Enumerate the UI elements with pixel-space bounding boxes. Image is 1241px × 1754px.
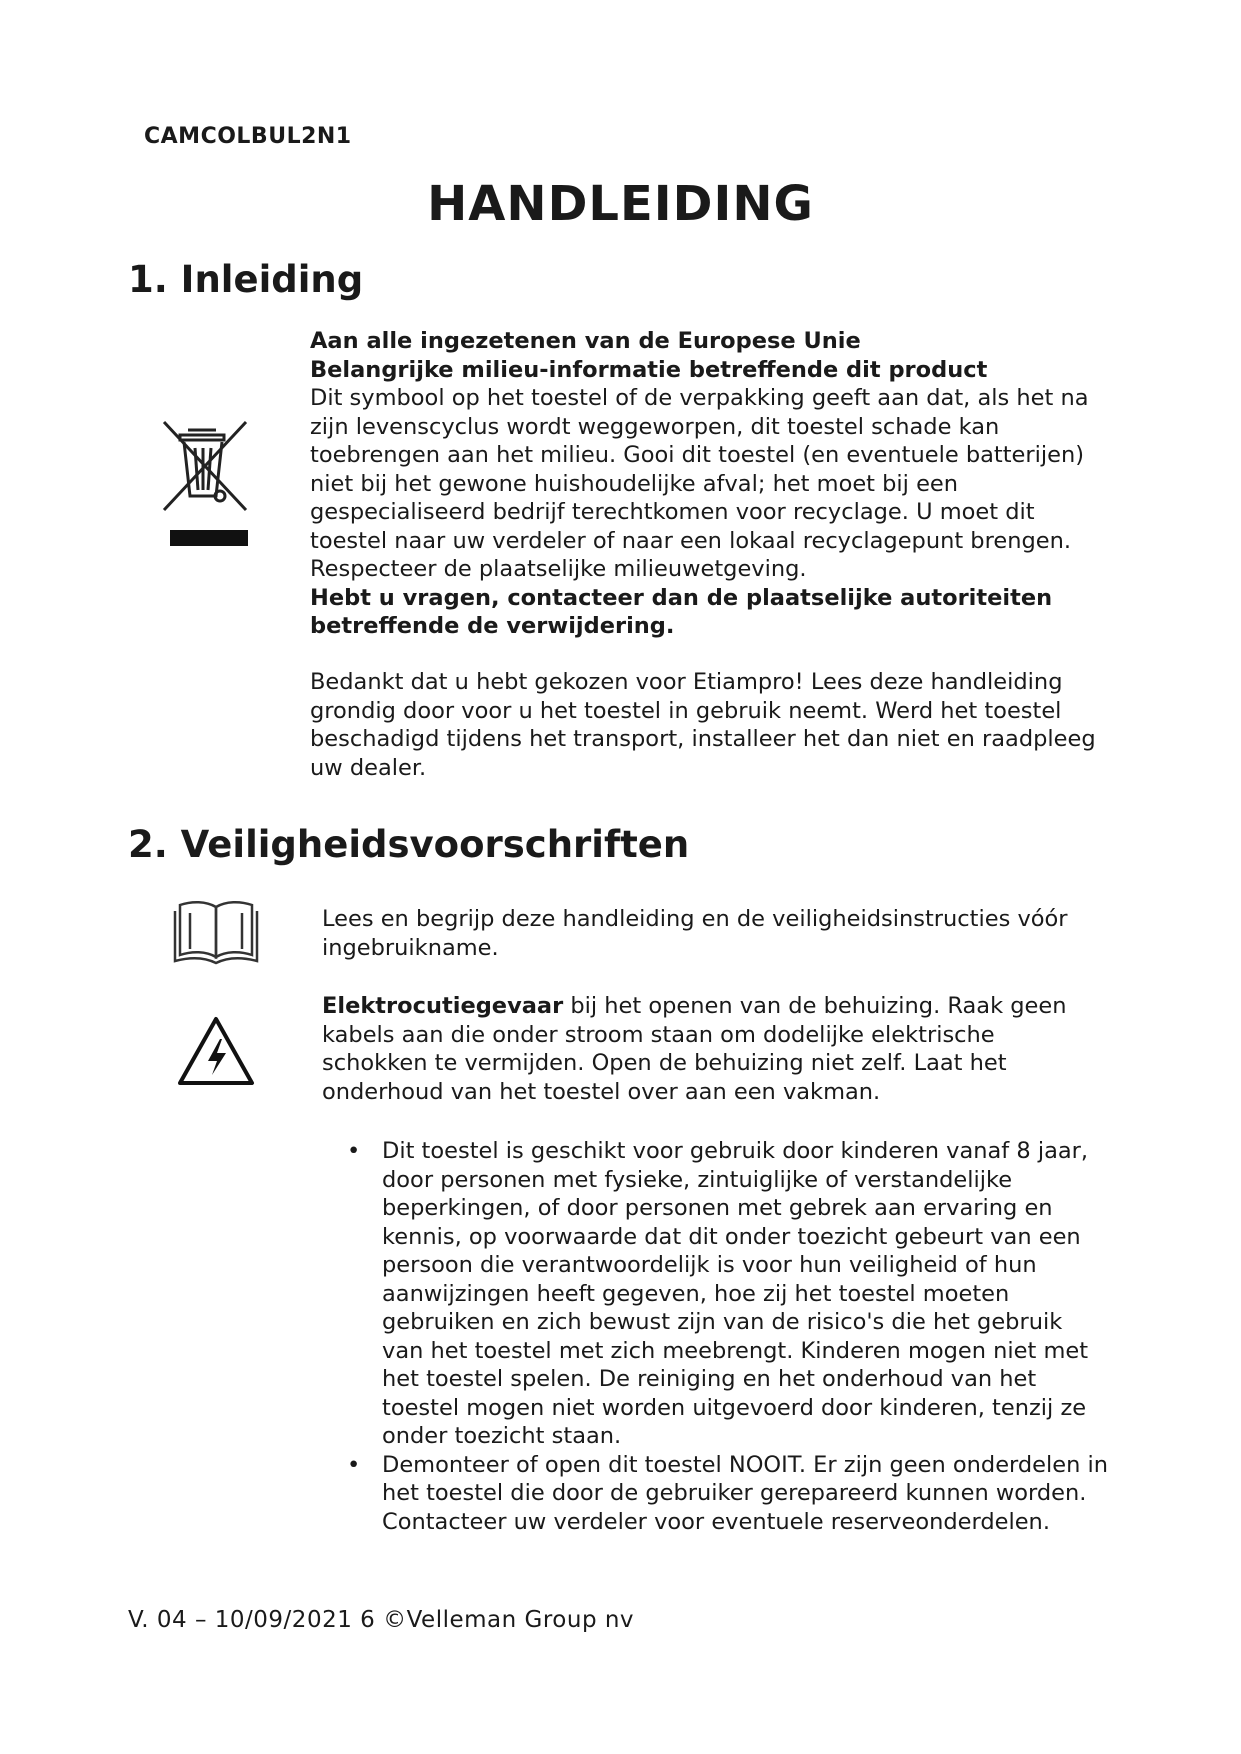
manual-instruction [322, 905, 1102, 962]
weee-crossed-bin-icon [158, 418, 258, 548]
thanks-text: Bedankt dat u hebt gekozen voor Etiampro! Lees deze handleiding grondig door voor u het toestel in gebruik neemt. Werd het toestel beschadigd tijdens het transport, installeer het dan niet en raadpleeg uw dealer. [310, 669, 1096, 781]
notice-title-1: Aan alle ingezetenen van de Europese Unie [310, 328, 861, 354]
notice-bold-contact: Hebt u vragen, contacteer dan de plaatselijke autoriteiten betreffende de verwijdering. [310, 584, 1053, 639]
manual-text: Lees en begrijp deze handleiding en de veiligheidsinstructies vóór ingebruikname. [322, 906, 1068, 961]
shock-warning [322, 992, 1102, 1106]
document-title: HANDLEIDING [427, 176, 814, 232]
list-item: • Demonteer of open dit toestel NOOIT. Er zijn geen onderdelen in het toestel die door de gebruiker gerepareerd kunnen worden. Contacteer uw verdeler voor eventuele reserveonderdelen. [347, 1451, 1109, 1535]
electric-shock-warning-icon [176, 1015, 256, 1087]
shock-warning-text: bij het openen van de behuizing. Raak geen kabels aan die onder stroom staan om dodelijke elektrische schokken te vermijden. Open de behuizing niet zelf. Laat het onderhoud van het toestel over aan een vakman. [322, 993, 1067, 1105]
list-item: • Dit toestel is geschikt voor gebruik door kinderen vanaf 8 jaar, door personen met fysieke, zintuiglijke of verstandelijke beperkingen, of door personen met gebrek aan ervaring en kennis, op voorwaarde dat dit onder toezicht gebeurt van een persoon die verantwoordelijk is voor hun veiligheid of hun aanwijzingen heeft gegeven, hoe zij het toestel moeten gebruiken en zich bewust zijn van de risico's die het gebruik van het toestel met zich meebrengt. Kinderen mogen niet met het toestel spelen. De reiniging en het onderhoud van het toestel mogen niet worden uitgevoerd door kinderen, tenzij ze onder toezicht staan. [347, 1138, 1089, 1449]
section-2-heading: 2. Veiligheidsvoorschriften [128, 823, 690, 866]
shock-warning-bold: Elektrocutiegevaar [322, 993, 564, 1019]
book-icon [172, 897, 260, 965]
safety-bullet-list [322, 1137, 1110, 1536]
notice-title-2: Belangrijke milieu-informatie betreffende dit product [310, 356, 988, 383]
thanks-paragraph [310, 668, 1100, 782]
notice-body: Dit symbool op het toestel of de verpakking geeft aan dat, als het na zijn levenscyclus wordt weggeworpen, dit toestel schade kan toebrengen aan het milieu. Gooi dit toestel (en eventuele batterijen) niet bij het gewone huishoudelijke afval; het moet bij een gespecialiseerd bedrijf terechtkomen voor recyclage. U moet dit toestel naar uw verdeler of naar een lokaal recyclagepunt brengen. Respecteer de plaatselijke milieuwetgeving. [310, 385, 1089, 582]
weee-notice [310, 327, 1100, 641]
page-footer: V. 04 – 10/09/2021 6 ©Velleman Group nv [128, 1607, 635, 1633]
model-number: CAMCOLBUL2N1 [144, 124, 352, 149]
section-1-heading: 1. Inleiding [128, 258, 364, 301]
